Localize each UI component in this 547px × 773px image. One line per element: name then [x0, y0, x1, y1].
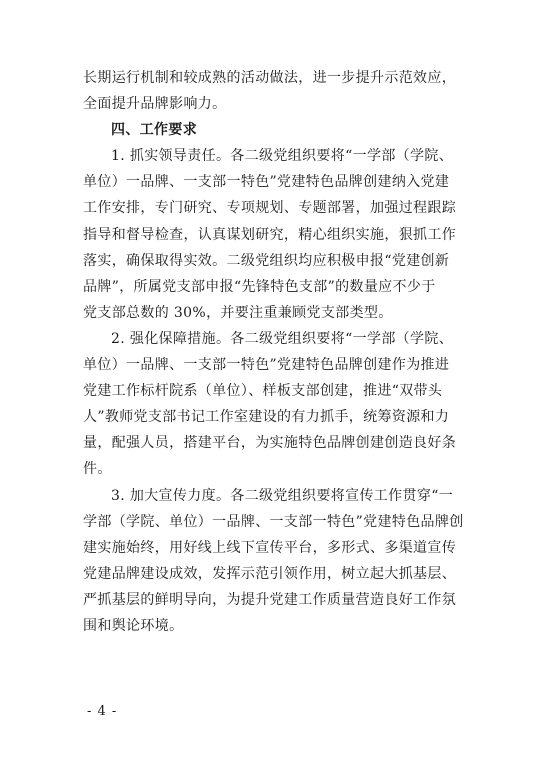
text-line: 党支部总数的 30%，并要注重兼顾党支部类型。	[83, 304, 393, 321]
paragraph-first-line: 2. 强化保障措施。各二级党组织要将“一学部（学院、	[111, 330, 454, 347]
text-line: 党建品牌建设成效，发挥示范引领作用，树立起大抓基层、	[83, 565, 457, 582]
text-line: 全面提升品牌影响力。	[83, 96, 227, 113]
text-line: 单位）一品牌、一支部一特色”党建特色品牌创建纳入党建	[83, 174, 450, 191]
text-line: 量，配强人员，搭建平台，为实施特色品牌创建创造良好条	[83, 435, 457, 452]
text-line: 单位）一品牌、一支部一特色”党建特色品牌创建作为推进	[83, 357, 450, 374]
text-line: 落实，确保取得实效。二级党组织均应积极申报“党建创新	[83, 252, 450, 269]
text-line: 人”教师党支部书记工作室建设的有力抓手，统筹资源和力	[83, 409, 450, 426]
text-line: 党建工作标杆院系（单位）、样板支部创建，推进“双带头	[83, 383, 443, 400]
text-line: 长期运行机制和较成熟的活动做法，进一步提升示范效应，	[83, 70, 457, 86]
paragraph-first-line: 3. 加大宣传力度。各二级党组织要将宣传工作贯穿“一	[111, 487, 454, 504]
section-heading: 四、工作要求	[111, 122, 198, 139]
text-line: 指导和督导检查，认真谋划研究，精心组织实施，狠抓工作	[83, 226, 457, 243]
text-line: 严抓基层的鲜明导向，为提升党建工作质量营造良好工作氛	[83, 591, 457, 608]
paragraph-first-line: 1. 抓实领导责任。各二级党组织要将“一学部（学院、	[111, 148, 454, 165]
text-line: 品牌”，所属党支部申报“先锋特色支部”的数量应不少于	[83, 278, 436, 295]
text-line: 件。	[83, 461, 112, 478]
text-line: 围和舆论环境。	[83, 617, 184, 634]
text-line: 工作安排，专门研究、专项规划、专题部署，加强过程跟踪	[83, 200, 457, 217]
text-line: 学部（学院、单位）一品牌、一支部一特色”党建特色品牌创	[83, 513, 464, 530]
page-number: - 4 -	[87, 704, 118, 719]
text-line: 建实施始终，用好线上线下宣传平台，多形式、多渠道宣传	[83, 539, 457, 556]
document-body	[83, 65, 473, 639]
